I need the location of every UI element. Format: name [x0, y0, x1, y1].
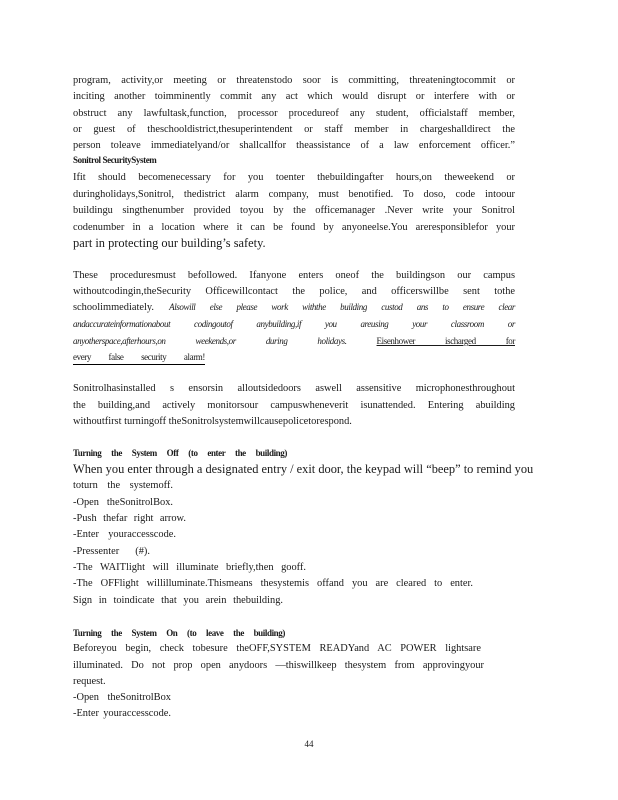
underline-rule	[73, 364, 205, 365]
paragraph2-line-5: part in protecting our building’s safety.	[73, 236, 266, 250]
paragraph3-line-3-italic: Alsowill else please work withthe building custod ans to ensure clear	[169, 302, 515, 312]
step-off-6: -The WAITlight will illuminate briefly,then gooff.	[73, 562, 306, 573]
paragraph3-line-6: every false security alarm!	[73, 352, 205, 362]
paragraph3-line-5-italic: anyotherspace,afterhours,on weekends,or during holidays.	[73, 336, 347, 346]
page-number: 44	[304, 739, 314, 749]
step-off-7: -The OFFlight willilluminate.Thismeans thesystemis offand you are cleared to enter.	[73, 578, 473, 589]
paragraph3-line-3-regular: schoolimmediately.	[73, 302, 154, 313]
paragraph3-line-1: These proceduresmust befollowed. Ifanyone enters oneof the buildingson our campus	[73, 270, 515, 281]
paragraph3-line-3	[73, 301, 515, 314]
paragraph3-line-2: withoutcodingin,theSecurity Officewillcontact the police, and officerswillbe sent tothe	[73, 286, 515, 297]
step-off-5: -Pressenter (#).	[73, 546, 150, 557]
paragraph1-line-2: inciting another toimminently commit any act which would disrupt or interfere with or	[73, 91, 515, 102]
paragraph4-line-2: the building,and actively monitorsour campuswheneverit isunattended. Entering abuilding	[73, 400, 515, 411]
section-heading-on: Turning the System On (to leave the building)	[73, 628, 285, 638]
step-on-1: -Open theSonitrolBox	[73, 692, 171, 703]
step-off-4: -Enter youraccesscode.	[73, 529, 176, 540]
paragraph2-line-2: duringholidays,Sonitrol, thedistrict alarm company, must benotified. To doso, code intoour	[73, 189, 515, 200]
paragraph3-line-5-underlined: Eisenhower ischarged for	[376, 336, 515, 346]
paragraph1-line-4: or guest of theschooldistrict,thesuperintendent or staff member in chargeshalldirect the	[73, 124, 515, 135]
step-off-2: -Open theSonitrolBox.	[73, 497, 173, 508]
paragraph4-line-1: Sonitrolhasinstalled s ensorsin alloutsidedoors aswell assensitive microphonesthroughout	[73, 383, 515, 394]
section-heading-sonitrol: Sonitrol SecuritySystem	[73, 155, 157, 165]
paragraph1-line-5: person toleave immediatelyand/or shallcallfor theassistance of a law enforcement officer.”	[73, 140, 515, 151]
step-on-2: -Enter youraccesscode.	[73, 708, 171, 719]
paragraph3-line-4: andaccurateinformationabout codingoutof anybuilding,if you areusing your classroom or	[73, 319, 515, 329]
paragraph4-line-3: withoutfirst turningoff theSonitrolsystemwillcausepolicetorespond.	[73, 416, 352, 427]
paragraph-on-line-2: illuminated. Do not prop open anydoors —thiswillkeep thesystem from approvingyour	[73, 660, 484, 671]
paragraph1-line-3: obstruct any lawfultask,function, processor procedureof any student, officialstaff member,	[73, 108, 515, 119]
section-heading-off: Turning the System Off (to enter the building)	[73, 448, 287, 458]
paragraph1-line-1: program, activity,or meeting or threatenstodo soor is committing, threateningtocommit or	[73, 75, 515, 86]
intro-off: When you enter through a designated entry / exit door, the keypad will “beep” to remind you	[73, 462, 534, 476]
paragraph-on-line-1: Beforeyou begin, check tobesure theOFF,SYSTEM READYand AC POWER lightsare	[73, 643, 481, 654]
step-off-3: -Push thefar right arrow.	[73, 513, 186, 524]
paragraph2-line-3: buildingu singthenumber provided toyou by the officemanager .Never write your Sonitrol	[73, 205, 515, 216]
paragraph3-line-5	[73, 335, 515, 348]
paragraph2-line-4: codenumber in a location where it can be found by anyoneelse.You areresponsiblefor your	[73, 222, 515, 233]
paragraph2-line-1: Ifit should becomenecessary for you toenter thebuildingafter hours,on theweekend or	[73, 172, 515, 183]
paragraph-on-line-3: request.	[73, 676, 106, 687]
step-off-1: toturn the systemoff.	[73, 480, 173, 491]
step-off-8: Sign in toindicate that you arein thebuilding.	[73, 595, 283, 606]
